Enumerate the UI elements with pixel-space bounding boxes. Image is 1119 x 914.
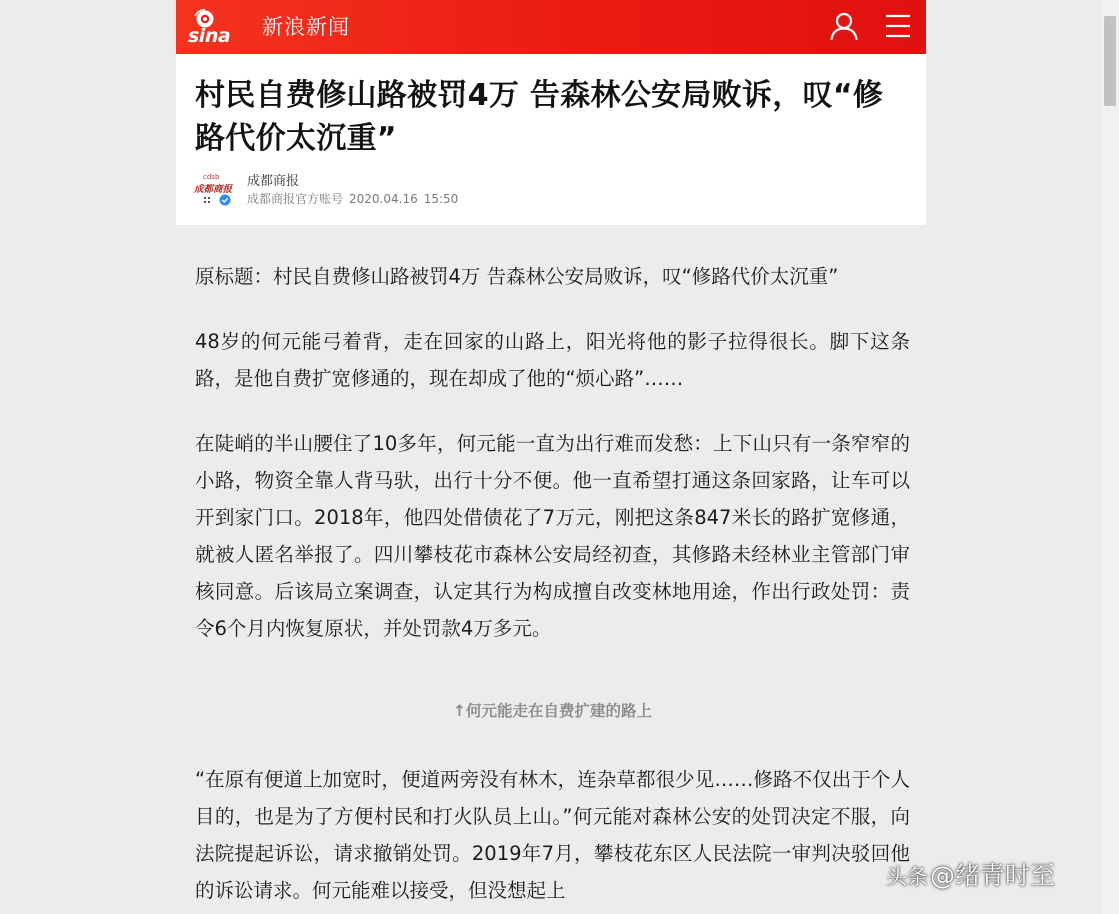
menu-icon[interactable] (884, 12, 912, 40)
article-header-card (176, 54, 926, 225)
site-name[interactable]: 新浪新闻 (262, 15, 350, 39)
scrollbar-thumb[interactable] (1104, 16, 1116, 106)
publish-time: 15:50 (423, 192, 459, 206)
svg-text:cdsb: cdsb (203, 173, 220, 181)
watermark-handle: @绪青时至 (930, 861, 1056, 890)
article-paragraph: “在原有便道上加宽时，便道两旁没有林木，连杂草都很少见……修路不仅出于个人目的，也是为了方便村民和打火队员上山。”何元能对森林公安的处罚决定不服，向法院提起诉讼，请求撤销处罚。2019年7月，攀枝花东区人民法院一审判决驳回他的诉讼请求。何元能难以接受，但没想起上 (195, 768, 910, 902)
article-column (176, 0, 926, 914)
watermark-brand: 头条 (886, 865, 928, 889)
avatar-label: 成都商报 (194, 184, 233, 195)
page-scrollbar[interactable] (1101, 0, 1119, 914)
toutiao-watermark (886, 856, 1055, 896)
user-icon[interactable] (829, 11, 859, 41)
verified-badge-icon (220, 195, 231, 206)
publish-date: 2020.04.16 (349, 192, 418, 206)
article-paragraph: 48岁的何元能弓着背，走在回家的山路上，阳光将他的影子拉得很长。脚下这条路，是他自费扩宽修通的，现在却成了他的“烦心路”…… (195, 330, 910, 390)
source-account-label: 成都商报官方账号 (247, 192, 344, 206)
top-nav-bar (176, 0, 926, 54)
article-paragraph: 在陡峭的半山腰住了10多年，何元能一直为出行难而发愁：上下山只有一条窄窄的小路，物资全靠人背马驮，出行十分不便。他一直希望打通这条回家路，让车可以开到家门口。2018年，他四处借债花了7万元，刚把这条847米长的路扩宽修通，就被人匿名举报了。四川攀枝花市森林公安局经初查，其修路未经林业主管部门审核同意。后该局立案调查，认定其行为构成擅自改变林地用途，作出行政处罚：责令6个月内恢复原状，并处罚款4万多元。 (195, 432, 910, 640)
image-caption: ↑何元能走在自费扩建的路上 (453, 702, 652, 720)
article-body (195, 258, 910, 914)
sina-logo-text: sina (188, 25, 231, 46)
sina-logo[interactable] (188, 8, 240, 46)
article-headline: 村民自费修山路被罚4万 告森林公安局败诉，叹“修路代价太沉重” (195, 78, 884, 156)
article-paragraph: 原标题：村民自费修山路被罚4万 告森林公安局败诉，叹“修路代价太沉重” (195, 265, 839, 288)
source-avatar[interactable] (193, 171, 237, 207)
source-name[interactable]: 成都商报 (247, 174, 300, 189)
source-meta (247, 191, 458, 207)
